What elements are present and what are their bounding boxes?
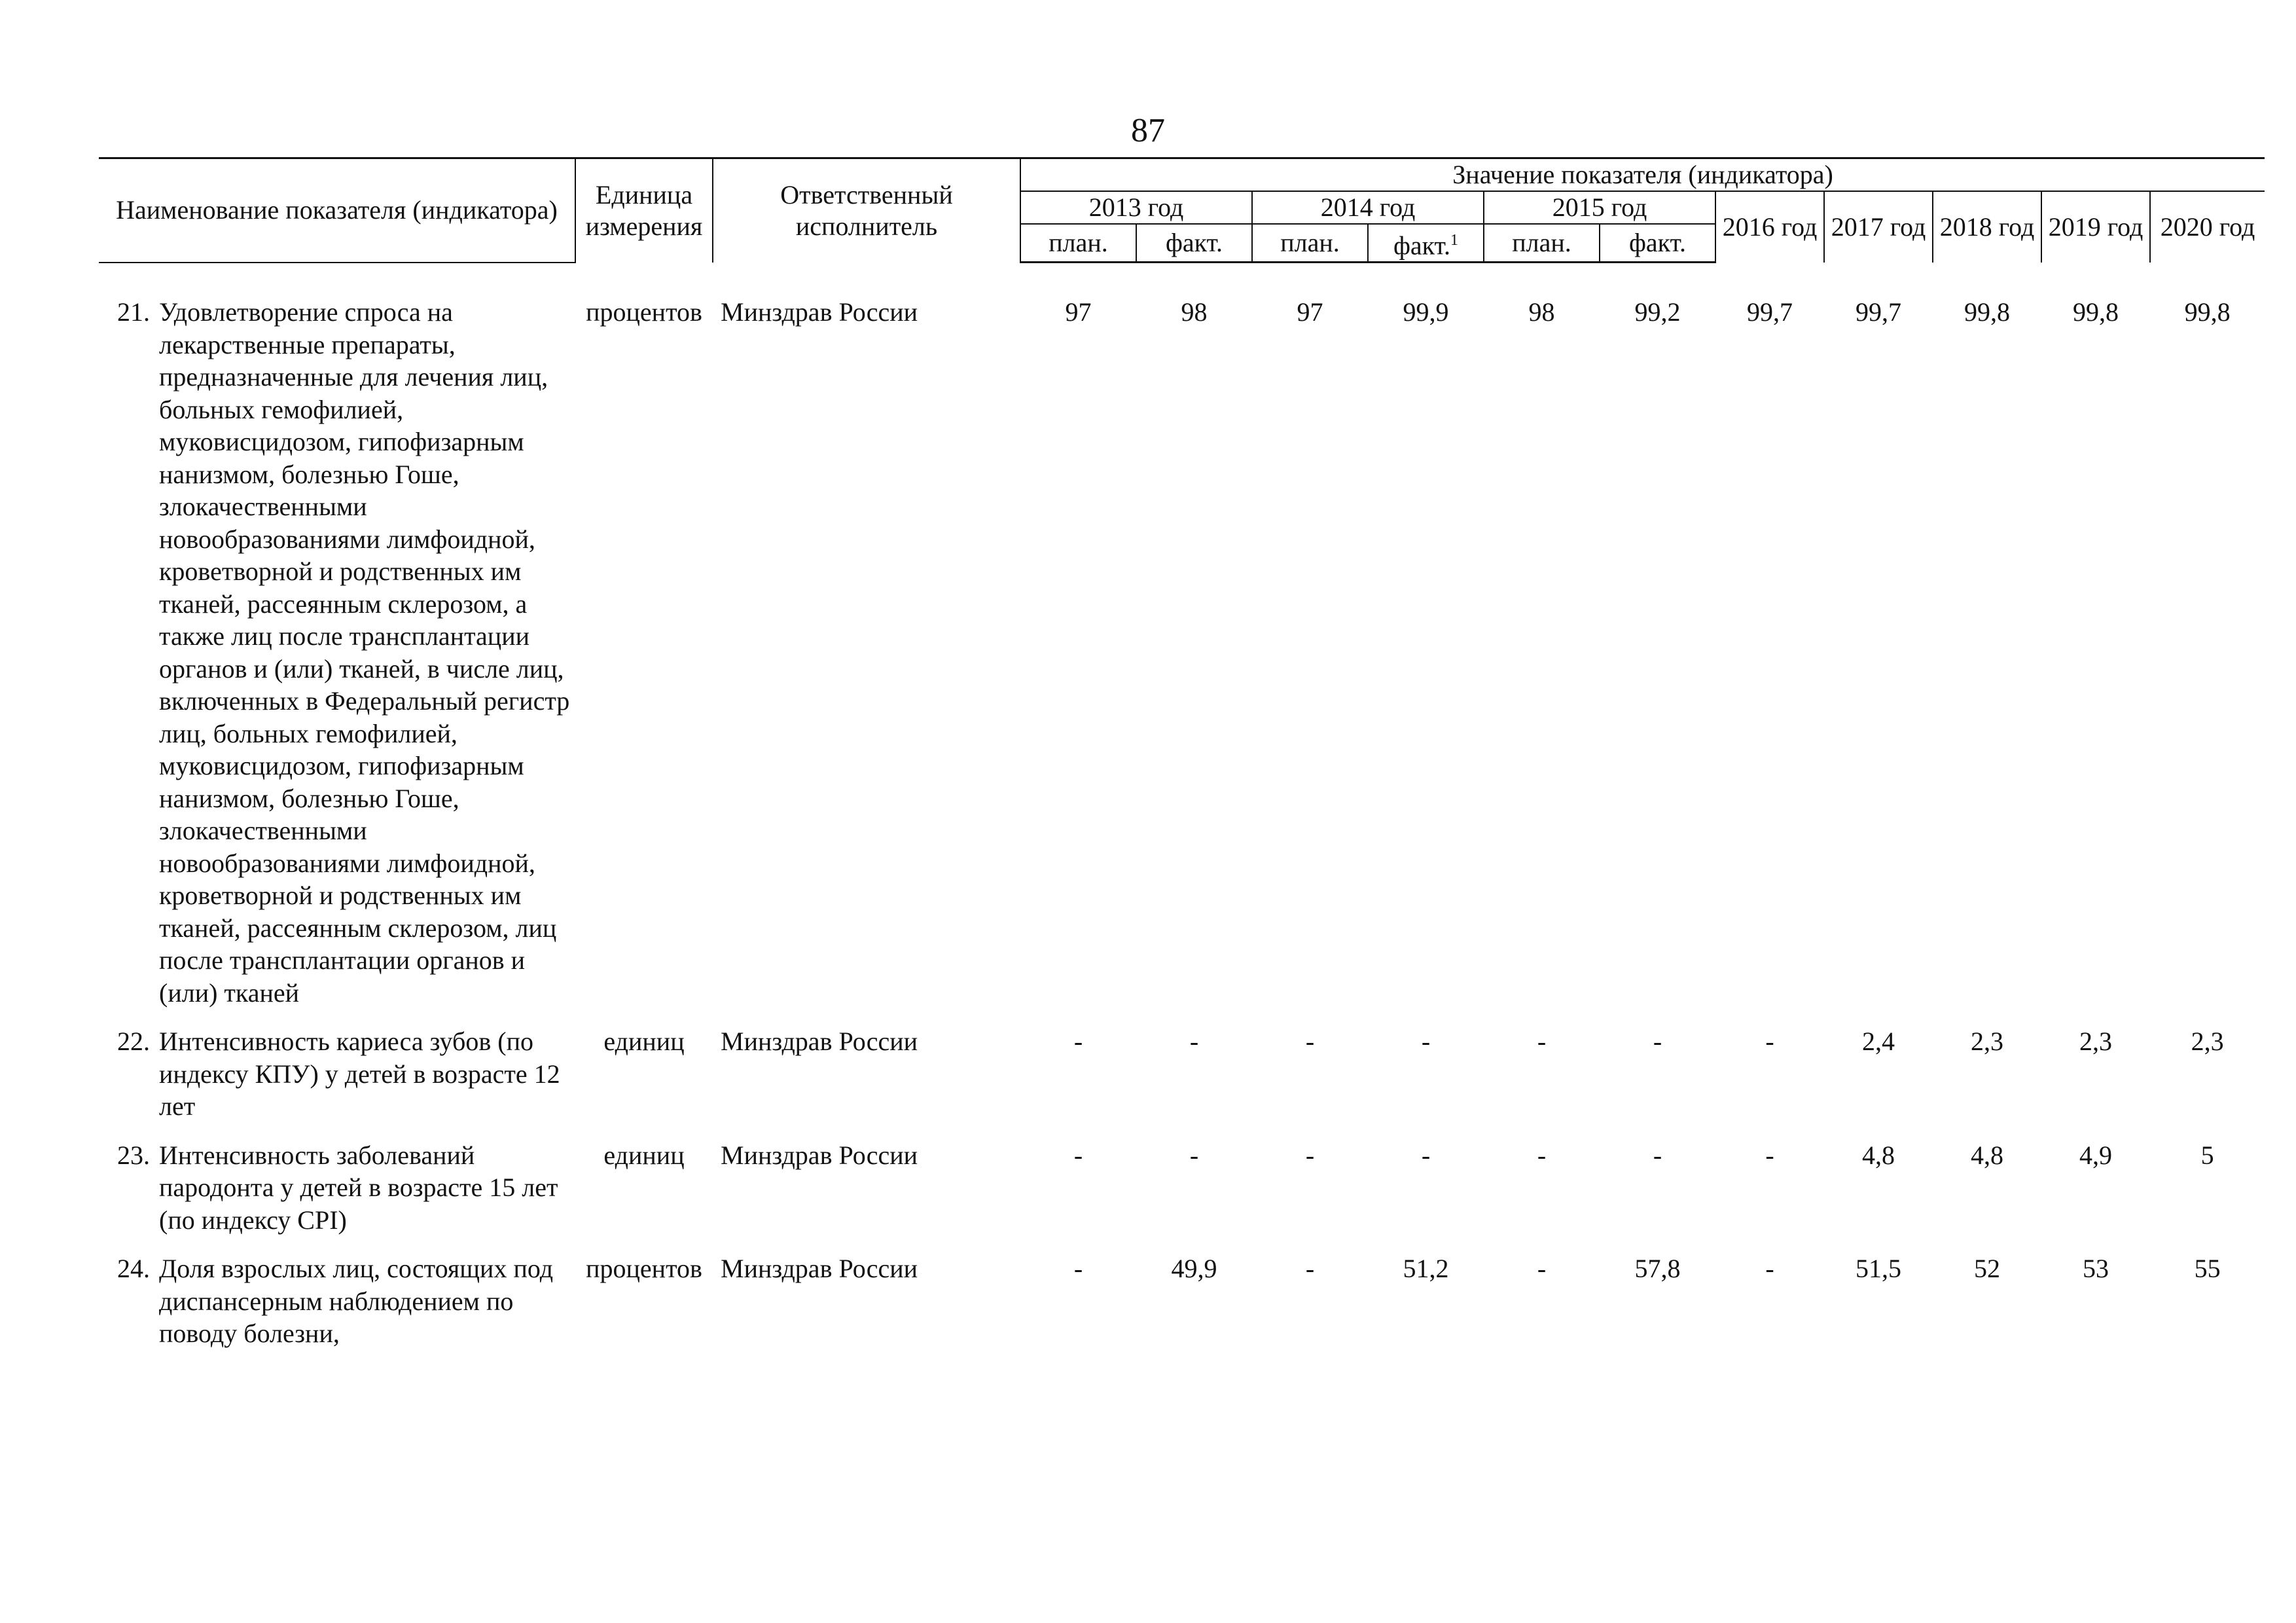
value-cell: 4,9 [2079,1140,2112,1170]
header-year-2018: 2018 год [1933,191,2041,263]
row-number: 23. [117,1140,150,1170]
table-row [99,1025,2265,1139]
header-year-2014: 2014 год [1252,191,1484,224]
table-header [99,158,2265,263]
unit-cell: единиц [603,1027,685,1057]
value-cell: - [1305,1027,1315,1057]
value-cell: 2,3 [2191,1027,2224,1057]
header-year-2020: 2020 год [2150,191,2265,263]
indicator-name: Доля взрослых лиц, состоящих под диспансерным наблюдением по поводу болезни, [159,1254,554,1349]
value-cell: 55 [2194,1254,2221,1284]
indicator-name-cell [99,1139,575,1253]
value-cell: 57,8 [1634,1254,1681,1284]
row-number: 22. [117,1027,150,1057]
value-cell: - [1421,1027,1431,1057]
indicator-name: Интенсивность кариеса зубов (по индексу КПУ) у детей в возрасте 12 лет [159,1027,560,1122]
value-cell: - [1653,1140,1662,1170]
indicator-name-cell [99,1252,575,1350]
value-cell: - [1189,1027,1199,1057]
row-number: 21. [117,297,150,327]
value-cell: 98 [1181,297,1208,327]
header-fact-2015: факт. [1600,224,1715,263]
value-cell: 99,7 [1747,297,1793,327]
value-cell: 97 [1297,297,1323,327]
value-cell: - [1765,1254,1774,1284]
value-cell: - [1421,1140,1431,1170]
value-cell: - [1305,1254,1315,1284]
header-value-group: Значение показателя (индикатора) [1020,158,2265,192]
header-executor: Ответственный исполнитель [713,158,1020,263]
value-cell: 97 [1065,297,1092,327]
value-cell: 99,8 [1964,297,2010,327]
indicator-name-cell [99,296,575,1025]
value-cell: 4,8 [1862,1140,1895,1170]
header-fact-2014 [1368,224,1484,263]
page-number: 87 [1131,112,1165,149]
value-cell: 52 [1974,1254,2000,1284]
value-cell: 51,5 [1856,1254,1901,1284]
value-cell: 99,7 [1856,297,1901,327]
value-cell: 5 [2200,1140,2214,1170]
value-cell: 2,3 [2079,1027,2112,1057]
value-cell: 99,8 [2184,297,2231,327]
value-cell: 99,2 [1634,297,1681,327]
value-cell: - [1073,1027,1083,1057]
value-cell: - [1537,1254,1547,1284]
value-cell: 99,9 [1403,297,1449,327]
header-unit: Единица измерения [575,158,713,263]
executor-cell: Минздрав России [721,297,918,327]
value-cell: - [1073,1254,1083,1284]
footnote-mark: 1 [1450,232,1459,249]
header-year-2016: 2016 год [1715,191,1824,263]
indicator-name: Интенсивность заболеваний пародонта у детей в возрасте 15 лет (по индексу CPI) [159,1140,558,1235]
unit-cell: процентов [586,1254,702,1284]
executor-cell: Минздрав России [721,1027,918,1057]
header-fact-2013: факт. [1136,224,1252,263]
value-cell: - [1765,1027,1774,1057]
header-fact-2014-label: факт. [1393,230,1451,261]
unit-cell: единиц [603,1140,685,1170]
table-row [99,1252,2265,1350]
value-cell: 98 [1528,297,1555,327]
header-year-2019: 2019 год [2041,191,2150,263]
header-year-2015: 2015 год [1484,191,1715,224]
value-cell: 2,4 [1862,1027,1895,1057]
indicator-table [99,157,2265,1350]
value-cell: 99,8 [2073,297,2119,327]
value-cell: - [1073,1140,1083,1170]
value-cell: 51,2 [1403,1254,1449,1284]
indicator-name: Удовлетворение спроса на лекарственные препараты, предназначенные для лечения лиц, больных гемофилией, муковисцидозом, гипофизарным нанизмом, болезнью Гоше, злокачественными новообразованиями лимфоидной, кроветворной и родственных им тканей, рассеянным склерозом, а также лиц после трансплантации органов и (или) тканей, в числе лиц, включенных в Федеральный регистр лиц, больных гемофилией, муковисцидозом, гипофизарным нанизмом, болезнью Гоше, злокачественными новообразованиями лимфоидной, кроветворной и родственных им тканей, рассеянным склерозом, лиц после трансплантации органов и (или) тканей [159,297,570,1008]
indicator-name-cell [99,1025,575,1139]
value-cell: - [1305,1140,1315,1170]
value-cell: 4,8 [1971,1140,2003,1170]
header-year-2017: 2017 год [1824,191,1933,263]
row-number: 24. [117,1254,150,1284]
value-cell: 49,9 [1171,1254,1217,1284]
header-year-2013: 2013 год [1020,191,1252,224]
table-row [99,296,2265,1025]
value-cell: - [1189,1140,1199,1170]
value-cell: - [1537,1140,1547,1170]
executor-cell: Минздрав России [721,1254,918,1284]
header-plan-2014: план. [1252,224,1368,263]
unit-cell: процентов [586,297,702,327]
executor-cell: Минздрав России [721,1140,918,1170]
indicator-table-container [99,157,2265,1350]
header-name: Наименование показателя (индикатора) [99,158,575,263]
header-plan-2013: план. [1020,224,1136,263]
value-cell: - [1537,1027,1547,1057]
value-cell: 2,3 [1971,1027,2003,1057]
value-cell: - [1653,1027,1662,1057]
value-cell: 53 [2083,1254,2109,1284]
value-cell: - [1765,1140,1774,1170]
table-row [99,1139,2265,1253]
table-body [99,263,2265,1350]
header-plan-2015: план. [1484,224,1600,263]
